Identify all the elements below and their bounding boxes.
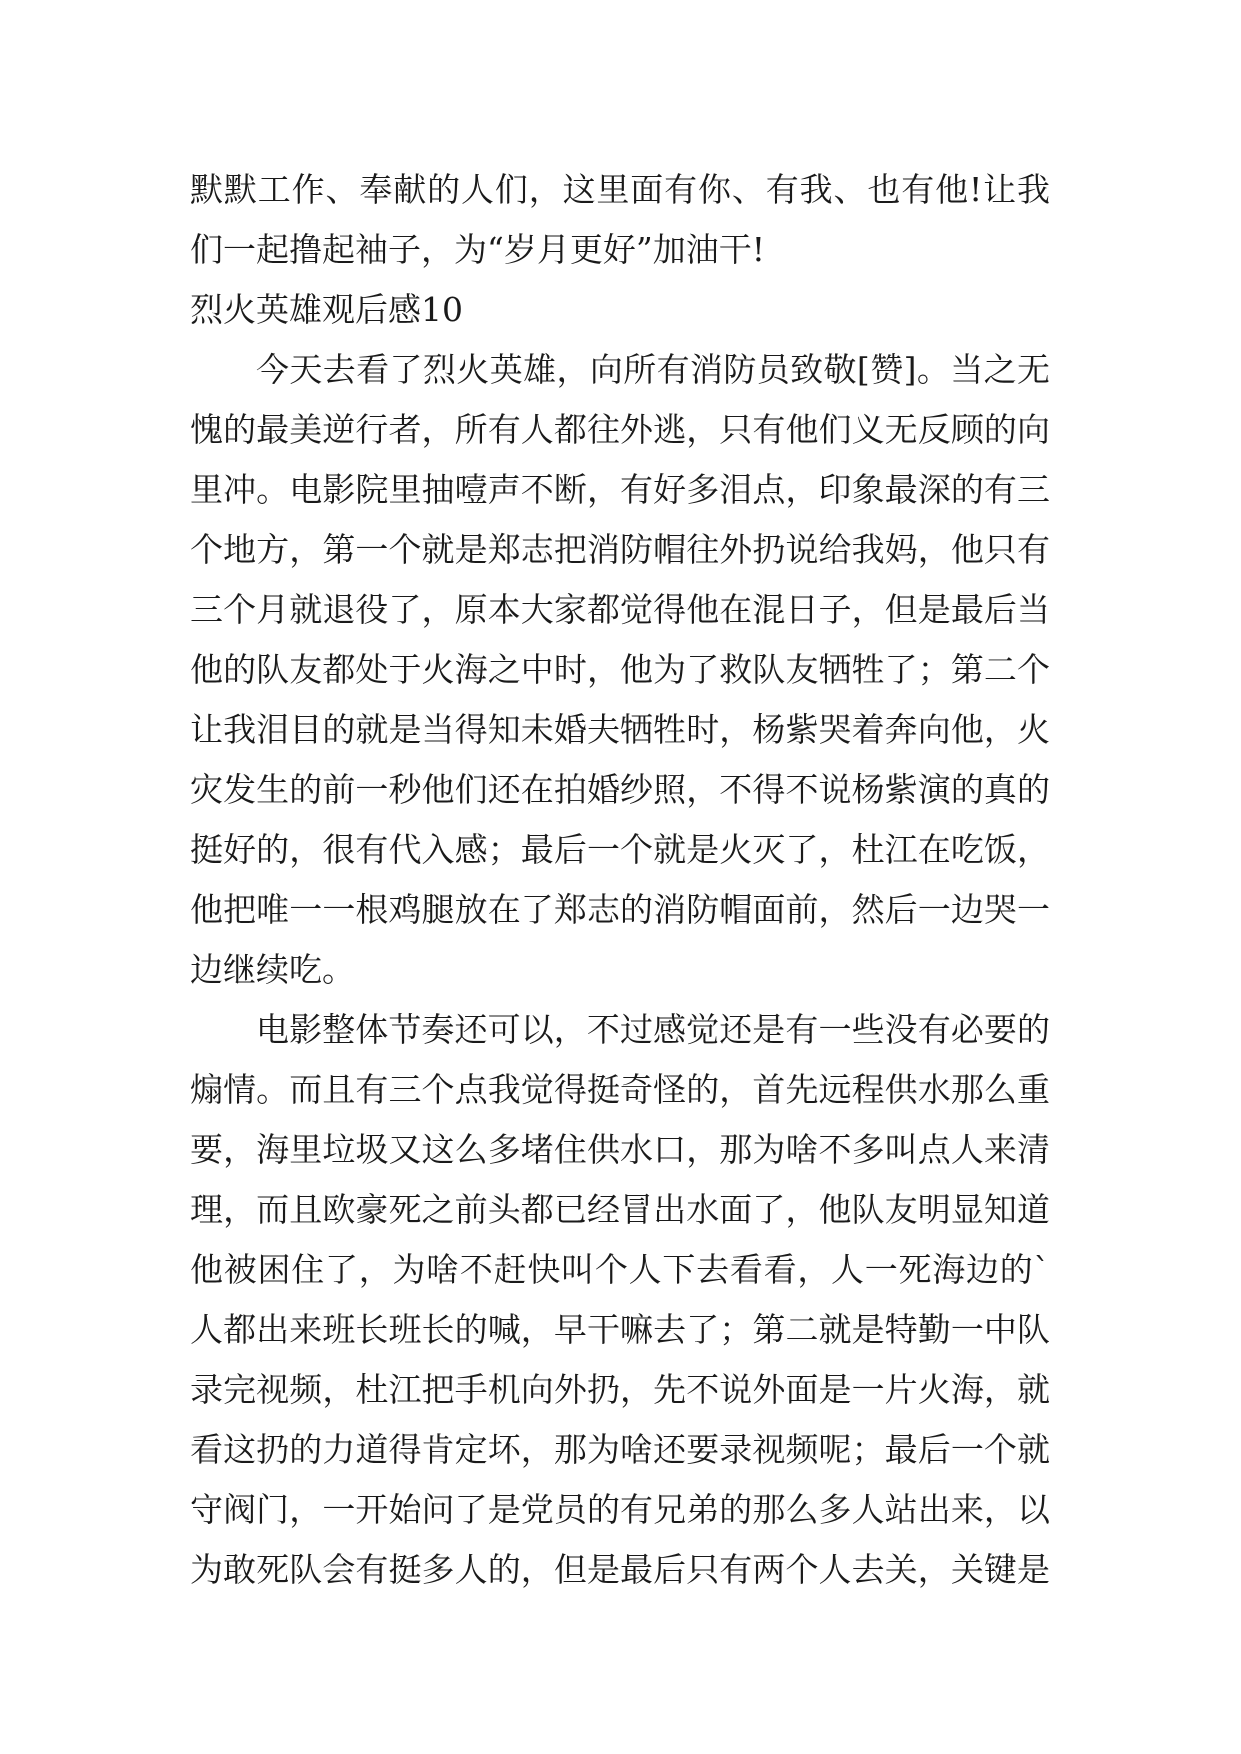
- text-line: 默默工作、奉献的人们，这里面有你、有我、也有他!让我: [190, 170, 1050, 209]
- text-line: 让我泪目的就是当得知未婚夫牺牲时，杨紫哭着奔向他，火: [190, 710, 1050, 749]
- text-line: 们一起撸起袖子，为“岁月更好”加油干!: [190, 230, 766, 269]
- text-line: 为敢死队会有挺多人的，但是最后只有两个人去关，关键是: [190, 1550, 1050, 1589]
- text-line: 煽情。而且有三个点我觉得挺奇怪的，首先远程供水那么重: [190, 1070, 1050, 1109]
- text-line: 理，而且欧豪死之前头都已经冒出水面了，他队友明显知道: [190, 1190, 1050, 1229]
- text-line: 要，海里垃圾又这么多堵住供水口，那为啥不多叫点人来清: [190, 1130, 1050, 1169]
- text-line: 人都出来班长班长的喊，早干嘛去了；第二就是特勤一中队: [190, 1310, 1050, 1349]
- text-line: 电影整体节奏还可以，不过感觉还是有一些没有必要的: [256, 1010, 1050, 1049]
- text-line: 里冲。电影院里抽噎声不断，有好多泪点，印象最深的有三: [190, 470, 1050, 509]
- paragraph-2: [190, 1000, 1050, 1600]
- text-line: 他把唯一一根鸡腿放在了郑志的消防帽面前，然后一边哭一: [190, 890, 1050, 929]
- document-body: [190, 160, 1050, 1600]
- paragraph-1: [190, 340, 1050, 1000]
- section-title: 烈火英雄观后感10: [190, 290, 463, 329]
- text-line: 挺好的，很有代入感；最后一个就是火灭了，杜江在吃饭，: [190, 830, 1050, 869]
- text-line: 愧的最美逆行者，所有人都往外逃，只有他们义无反顾的向: [190, 410, 1050, 449]
- continued-paragraph: [190, 160, 1050, 280]
- text-line: 灾发生的前一秒他们还在拍婚纱照，不得不说杨紫演的真的: [190, 770, 1050, 809]
- text-line: 三个月就退役了，原本大家都觉得他在混日子，但是最后当: [190, 590, 1050, 629]
- text-line: 看这扔的力道得肯定坏，那为啥还要录视频呢；最后一个就: [190, 1430, 1050, 1469]
- text-line: 他的队友都处于火海之中时，他为了救队友牺牲了；第二个: [190, 650, 1050, 689]
- text-line: 守阀门，一开始问了是党员的有兄弟的那么多人站出来，以: [190, 1490, 1050, 1529]
- text-line: 录完视频，杜江把手机向外扔，先不说外面是一片火海，就: [190, 1370, 1050, 1409]
- text-line: 边继续吃。: [190, 950, 355, 989]
- text-line: 他被困住了，为啥不赶快叫个人下去看看，人一死海边的`: [190, 1250, 1050, 1289]
- text-line: 个地方，第一个就是郑志把消防帽往外扔说给我妈，他只有: [190, 530, 1050, 569]
- text-line: 今天去看了烈火英雄，向所有消防员致敬[赞]。当之无: [256, 350, 1050, 389]
